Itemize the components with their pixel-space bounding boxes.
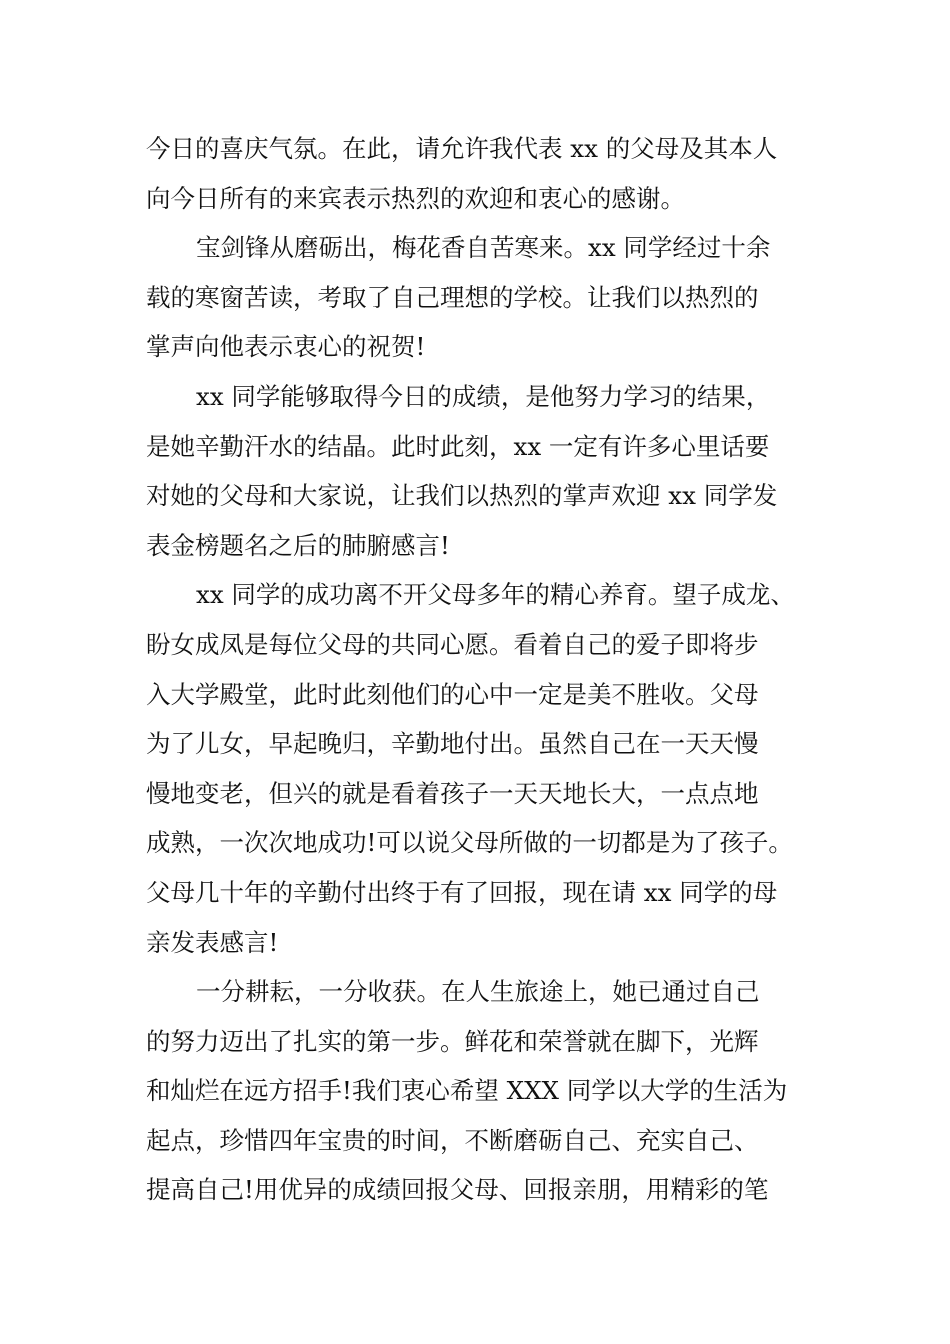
text-line: 掌声向他表示衷心的祝贺! <box>146 332 426 362</box>
text-line: 成熟，一次次地成功!可以说父母所做的一切都是为了孩子。 <box>146 828 793 858</box>
paragraph-start-line: xx 同学能够取得今日的成绩，是他努力学习的结果， <box>196 381 771 411</box>
text-line: 向今日所有的来宾表示热烈的欢迎和衷心的感谢。 <box>146 183 685 213</box>
text-line: 慢地变老，但兴的就是看着孩子一天天地长大，一点点地 <box>146 778 759 808</box>
text-line: 亲发表感言! <box>146 927 279 957</box>
text-line: 起点，珍惜四年宝贵的时间，不断磨砺自己、充实自己、 <box>146 1125 759 1155</box>
text-line: 入大学殿堂，此时此刻他们的心中一定是美不胜收。父母 <box>146 679 759 709</box>
text-line: 表金榜题名之后的肺腑感言! <box>146 530 450 560</box>
paragraph-start-line: 宝剑锋从磨砺出，梅花香自苦寒来。xx 同学经过十余 <box>196 233 771 263</box>
text-line: 父母几十年的辛勤付出终于有了回报，现在请 xx 同学的母 <box>146 877 778 907</box>
text-line: 的努力迈出了扎实的第一步。鲜花和荣誉就在脚下，光辉 <box>146 1026 759 1056</box>
paragraph-start-line: xx 同学的成功离不开父母多年的精心养育。望子成龙、 <box>196 580 795 610</box>
paragraph-start-line: 一分耕耘，一分收获。在人生旅途上，她已通过自己 <box>196 977 760 1007</box>
text-line: 和灿烂在远方招手!我们衷心希望 XXX 同学以大学的生活为 <box>146 1076 788 1106</box>
document-body <box>146 124 836 1215</box>
text-line: 今日的喜庆气氛。在此，请允许我代表 xx 的父母及其本人 <box>146 134 778 163</box>
text-line: 载的寒窗苦读，考取了自己理想的学校。让我们以热烈的 <box>146 282 759 312</box>
text-line: 提高自己!用优异的成绩回报父母、回报亲朋，用精彩的笔 <box>146 1175 769 1205</box>
text-line: 为了儿女，早起晚归，辛勤地付出。虽然自己在一天天慢 <box>146 729 759 759</box>
text-line: 对她的父母和大家说，让我们以热烈的掌声欢迎 xx 同学发 <box>146 481 778 511</box>
text-line: 是她辛勤汗水的结晶。此时此刻，xx 一定有许多心里话要 <box>146 431 770 461</box>
text-line: 盼女成凤是每位父母的共同心愿。看着自己的爱子即将步 <box>146 629 759 659</box>
